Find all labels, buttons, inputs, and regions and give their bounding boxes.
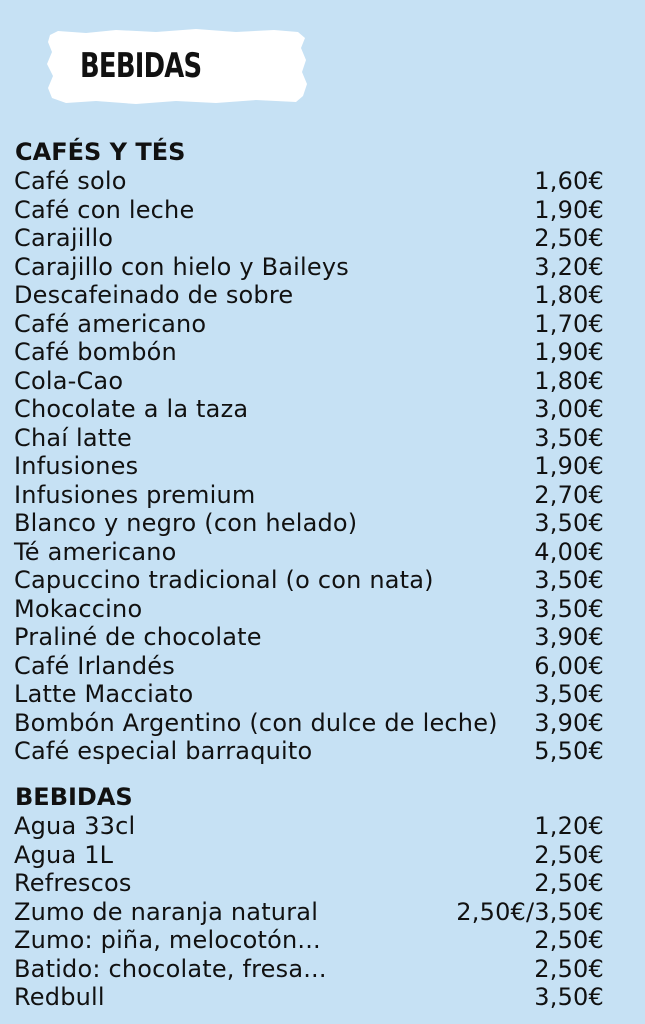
item-price: 3,50€	[534, 566, 604, 594]
item-price: 3,50€	[534, 680, 604, 708]
item-price: 2,50€	[534, 869, 604, 897]
item-price: 1,90€	[534, 338, 604, 366]
item-name: Latte Macciato	[14, 680, 194, 708]
list-item	[14, 566, 604, 595]
item-name: Café especial barraquito	[14, 737, 313, 765]
item-name: Café con leche	[14, 195, 195, 224]
item-name: Descafeinado de sobre	[14, 281, 294, 309]
item-price: 3,50€	[534, 509, 604, 537]
item-name: Praliné de chocolate	[14, 623, 262, 651]
item-name: Redbull	[14, 983, 105, 1011]
item-name: Chaí latte	[14, 423, 132, 452]
item-name: Zumo: piña, melocotón...	[14, 926, 321, 954]
item-price: 3,50€	[534, 423, 604, 452]
item-name: Refrescos	[14, 869, 132, 897]
list-item	[14, 538, 604, 567]
item-price: 2,50€	[534, 926, 604, 954]
item-name: Agua 1L	[14, 840, 114, 869]
cafes-y-tes-list	[14, 167, 604, 766]
item-name: Bombón Argentino (con dulce de leche)	[14, 708, 498, 737]
item-name: Café solo	[14, 167, 127, 195]
item-name: Mokaccino	[14, 594, 143, 623]
list-item	[14, 709, 604, 738]
list-item	[14, 983, 604, 1012]
item-price: 2,70€	[534, 480, 604, 509]
list-item	[14, 281, 604, 310]
item-price: 2,50€	[534, 840, 604, 869]
list-item	[14, 623, 604, 652]
item-price: 1,80€	[534, 281, 604, 309]
item-price: 2,50€	[534, 224, 604, 252]
item-price: 6,00€	[534, 651, 604, 680]
item-price: 1,60€	[534, 167, 604, 195]
item-name: Chocolate a la taza	[14, 395, 249, 423]
list-item	[14, 509, 604, 538]
item-name: Agua 33cl	[14, 812, 136, 840]
page-title: BEBIDAS	[80, 46, 202, 86]
list-item	[14, 310, 604, 339]
list-item	[14, 841, 604, 870]
list-item	[14, 869, 604, 898]
list-item	[14, 367, 604, 396]
list-item	[14, 652, 604, 681]
item-price: 1,90€	[534, 452, 604, 480]
item-name: Blanco y negro (con helado)	[14, 509, 358, 537]
item-price: 2,50€/3,50€	[456, 897, 604, 926]
item-price: 3,90€	[534, 708, 604, 737]
list-item	[14, 595, 604, 624]
item-name: Café Irlandés	[14, 651, 175, 680]
list-item	[14, 196, 604, 225]
item-name: Infusiones	[14, 452, 139, 480]
item-price: 3,50€	[534, 594, 604, 623]
list-item	[14, 424, 604, 453]
item-price: 1,20€	[534, 812, 604, 840]
item-price: 4,00€	[534, 537, 604, 566]
item-name: Infusiones premium	[14, 480, 256, 509]
list-item	[14, 167, 604, 196]
list-item	[14, 955, 604, 984]
item-name: Café bombón	[14, 338, 177, 366]
list-item	[14, 926, 604, 955]
title-banner	[46, 26, 308, 106]
item-name: Té americano	[14, 537, 177, 566]
item-price: 5,50€	[534, 737, 604, 765]
item-name: Café americano	[14, 309, 207, 338]
section-heading: BEBIDAS	[15, 783, 133, 811]
item-price: 3,90€	[534, 623, 604, 651]
item-price: 3,20€	[534, 252, 604, 281]
list-item	[14, 253, 604, 282]
cafes-y-tes-section	[14, 137, 604, 766]
item-price: 1,90€	[534, 195, 604, 224]
item-name: Carajillo con hielo y Baileys	[14, 252, 349, 281]
list-item	[14, 224, 604, 253]
list-item	[14, 898, 604, 927]
item-price: 1,80€	[534, 366, 604, 395]
list-item	[14, 481, 604, 510]
section-heading: CAFÉS Y TÉS	[15, 138, 186, 166]
item-name: Batido: chocolate, fresa...	[14, 954, 327, 983]
item-price: 1,70€	[534, 309, 604, 338]
item-name: Carajillo	[14, 224, 114, 252]
list-item	[14, 812, 604, 841]
bebidas-list	[14, 812, 604, 1012]
item-name: Zumo de naranja natural	[14, 897, 319, 926]
list-item	[14, 680, 604, 709]
item-price: 3,50€	[534, 983, 604, 1011]
list-item	[14, 452, 604, 481]
item-price: 2,50€	[534, 954, 604, 983]
item-name: Cola-Cao	[14, 366, 124, 395]
list-item	[14, 395, 604, 424]
item-price: 3,00€	[534, 395, 604, 423]
bebidas-section	[14, 782, 604, 1012]
list-item	[14, 737, 604, 766]
item-name: Capuccino tradicional (o con nata)	[14, 566, 434, 594]
list-item	[14, 338, 604, 367]
